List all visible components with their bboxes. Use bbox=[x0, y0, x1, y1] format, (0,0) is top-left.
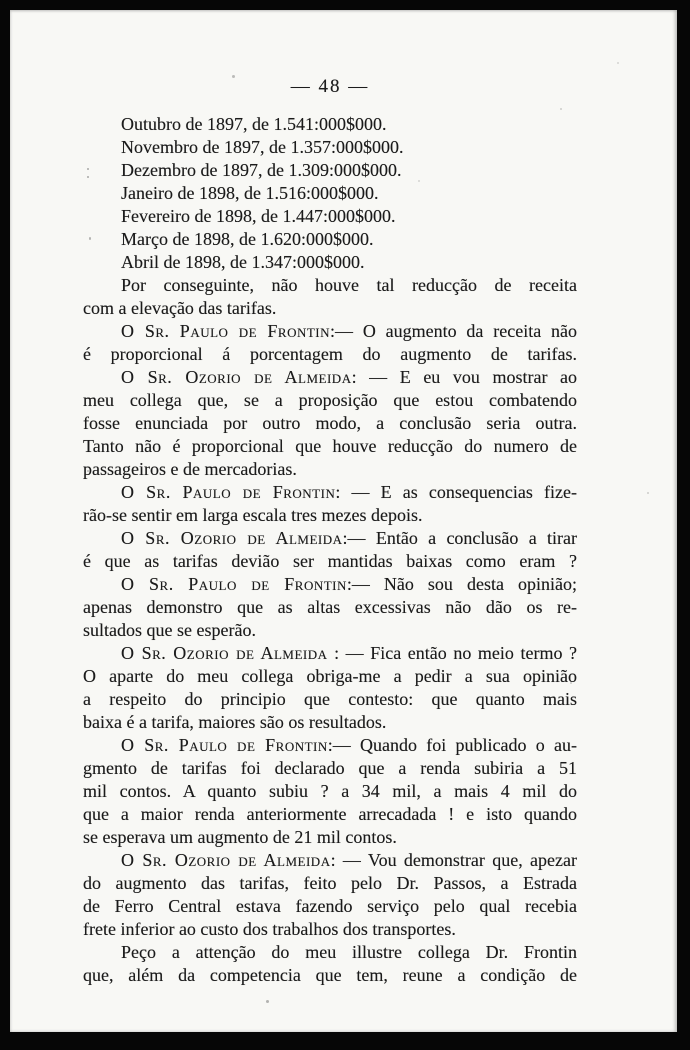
text-line bbox=[83, 504, 577, 527]
text-segment: : — E as consequencias fize- bbox=[335, 482, 577, 502]
text-segment: com a elevação das tarifas. bbox=[83, 298, 277, 318]
text-segment: a respeito do principio que contesto: que quanto mais bbox=[83, 689, 577, 709]
text-segment: Março de 1898, de 1.620:000$000. bbox=[121, 229, 374, 249]
text-segment: sultados que se esperão. bbox=[83, 620, 256, 640]
text-segment: Outubro de 1897, de 1.541:000$000. bbox=[121, 114, 387, 134]
scan-speckle bbox=[418, 180, 420, 182]
text-line bbox=[83, 872, 577, 895]
text-segment: Novembro de 1897, de 1.357:000$000. bbox=[121, 137, 404, 157]
text-segment: mil contos. A quanto subiu ? a 34 mil, a mais 4 mil do bbox=[83, 781, 577, 801]
text-segment: apenas demonstro que as altas excessivas não dão os re- bbox=[83, 597, 577, 617]
scan-speckle bbox=[87, 176, 89, 178]
document-page bbox=[10, 10, 677, 1032]
text-segment: que, além da competencia que tem, reune a condição de bbox=[83, 965, 577, 985]
text-line bbox=[83, 113, 577, 136]
text-segment: O aparte do meu collega obriga-me a pedir a sua opinião bbox=[83, 666, 577, 686]
speaker-name: O Sr. Paulo de Frontin bbox=[121, 735, 328, 755]
text-segment: de Ferro Central estava fazendo serviço pelo qual recebia bbox=[83, 896, 577, 916]
text-line bbox=[83, 849, 577, 872]
text-segment: :— Não sou desta opinião; bbox=[346, 574, 577, 594]
text-line bbox=[83, 550, 577, 573]
scan-speckle bbox=[266, 1000, 269, 1003]
text-segment: :— Quando foi publicado o au- bbox=[327, 735, 577, 755]
text-line bbox=[83, 366, 577, 389]
text-segment: meu collega que, se a proposição que estou combatendo bbox=[83, 390, 577, 410]
text-segment: fosse enunciada por outro modo, a conclusão seria outra. bbox=[83, 413, 577, 433]
text-line bbox=[83, 228, 577, 251]
scan-speckle bbox=[617, 62, 619, 64]
text-line bbox=[83, 458, 577, 481]
text-line bbox=[83, 803, 577, 826]
text-segment: :— O augmento da receita não bbox=[330, 321, 577, 341]
text-segment: Peço a attenção do meu illustre collega Dr. Frontin bbox=[121, 942, 577, 962]
text-segment: Fevereiro de 1898, de 1.447:000$000. bbox=[121, 206, 396, 226]
speaker-name: O Sr. Paulo de Frontin bbox=[121, 482, 336, 502]
scan-speckle bbox=[647, 492, 649, 494]
text-line bbox=[83, 895, 577, 918]
text-segment: rão-se sentir em larga escala tres mezes depois. bbox=[83, 505, 423, 525]
text-line bbox=[83, 274, 577, 297]
text-line bbox=[83, 918, 577, 941]
text-line bbox=[83, 297, 577, 320]
text-line bbox=[83, 734, 577, 757]
text-segment: Dezembro de 1897, de 1.309:000$000. bbox=[121, 160, 402, 180]
text-segment: é proporcional á porcentagem do augmento de tarifas. bbox=[83, 344, 577, 364]
text-line bbox=[83, 826, 577, 849]
scan-speckle bbox=[87, 470, 89, 472]
text-segment: é que as tarifas devião ser mantidas baixas como eram ? bbox=[83, 551, 577, 571]
text-line bbox=[83, 136, 577, 159]
text-segment: frete inferior ao custo dos trabalhos dos transportes. bbox=[83, 919, 456, 939]
text-line bbox=[83, 412, 577, 435]
text-line bbox=[83, 251, 577, 274]
text-line bbox=[83, 964, 577, 987]
text-line bbox=[83, 642, 577, 665]
speaker-name: O Sr. Paulo de Frontin bbox=[121, 574, 347, 594]
text-line bbox=[83, 481, 577, 504]
text-line bbox=[83, 573, 577, 596]
text-segment: : — Vou demonstrar que, apezar bbox=[330, 850, 577, 870]
text-segment: Por conseguinte, não houve tal reducção de receita bbox=[121, 275, 577, 295]
text-line bbox=[83, 343, 577, 366]
text-line bbox=[83, 182, 577, 205]
text-line bbox=[83, 320, 577, 343]
speaker-name: O Sr. Ozorio de Almeida bbox=[121, 643, 328, 663]
text-segment: Janeiro de 1898, de 1.516:000$000. bbox=[121, 183, 379, 203]
text-line bbox=[83, 757, 577, 780]
scan-speckle bbox=[570, 682, 572, 684]
text-segment: do augmento das tarifas, feito pelo Dr. Passos, a Estrada bbox=[83, 873, 577, 893]
text-segment: se esperava um augmento de 21 mil contos. bbox=[83, 827, 397, 847]
text-segment: : — Fica então no meio termo ? bbox=[327, 643, 577, 663]
speaker-name: O Sr. Paulo de Frontin bbox=[121, 321, 330, 341]
text-line bbox=[83, 527, 577, 550]
text-segment: passageiros e de mercadorias. bbox=[83, 459, 297, 479]
text-line bbox=[83, 619, 577, 642]
text-segment: baixa é a tarifa, maiores são os resultados. bbox=[83, 712, 387, 732]
text-segment: : — E eu vou mostrar ao bbox=[351, 367, 577, 387]
speaker-name: O Sr. Ozorio de Almeida bbox=[121, 850, 331, 870]
text-segment: :— Então a conclusão a tirar bbox=[342, 528, 577, 548]
scan-speckle bbox=[89, 237, 91, 240]
text-segment: gmento de tarifas foi declarado que a renda subiria a 51 bbox=[83, 758, 577, 778]
text-line bbox=[83, 159, 577, 182]
text-segment: que a maior renda anteriormente arrecadada ! e isto quando bbox=[83, 804, 577, 824]
scan-speckle bbox=[232, 75, 235, 78]
text-segment: Tanto não é proporcional que houve reducção do numero de bbox=[83, 436, 577, 456]
scan-speckle bbox=[87, 168, 89, 170]
text-line bbox=[83, 941, 577, 964]
speaker-name: O Sr. Ozorio de Almeida bbox=[121, 367, 352, 387]
text-line bbox=[83, 711, 577, 734]
text-line bbox=[83, 665, 577, 688]
text-line bbox=[83, 205, 577, 228]
text-line bbox=[83, 596, 577, 619]
text-block bbox=[83, 113, 577, 987]
text-segment: Abril de 1898, de 1.347:000$000. bbox=[121, 252, 365, 272]
text-line bbox=[83, 780, 577, 803]
scan-speckle bbox=[560, 108, 562, 110]
speaker-name: O Sr. Ozorio de Almeida bbox=[121, 528, 343, 548]
page-number: — 48 — bbox=[290, 76, 370, 97]
text-line bbox=[83, 435, 577, 458]
text-line bbox=[83, 389, 577, 412]
text-line bbox=[83, 688, 577, 711]
